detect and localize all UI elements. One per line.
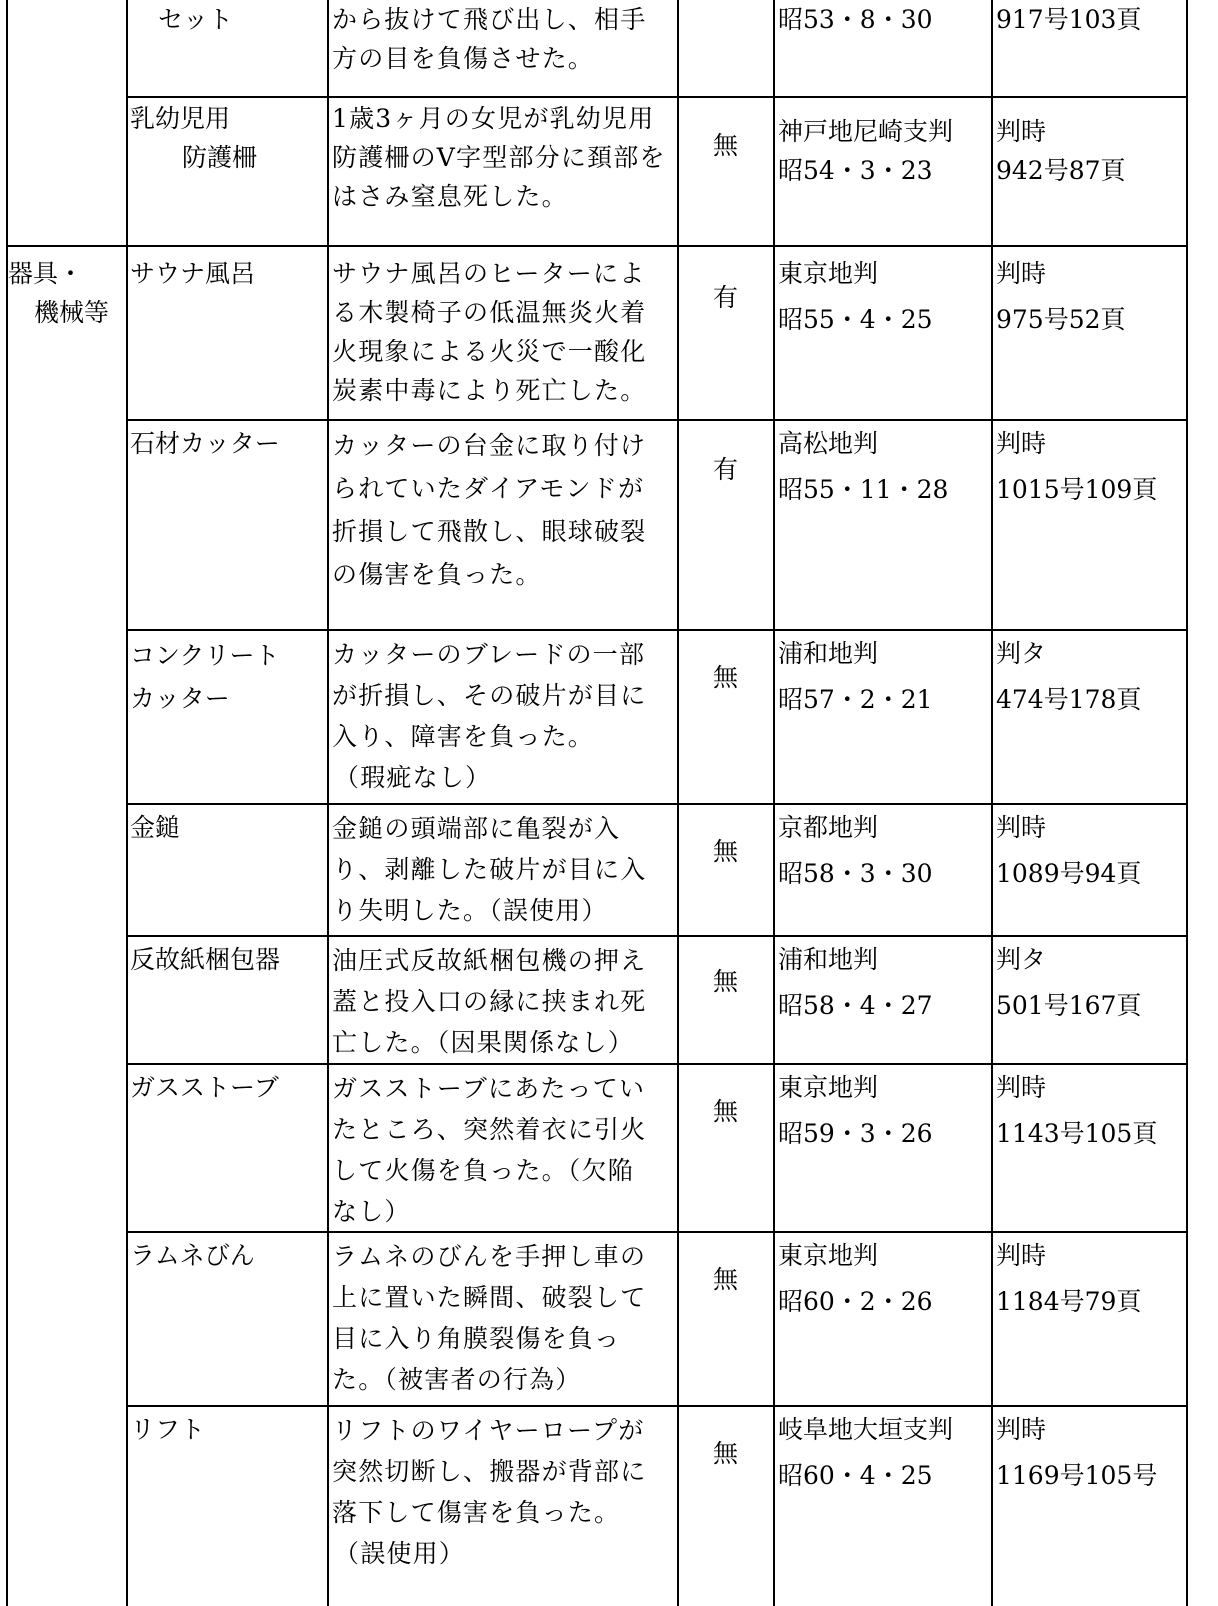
court-name: 神戸地尼崎支判 xyxy=(778,117,954,146)
court-cell xyxy=(778,1068,933,1153)
description-line: 1歳3ヶ月の女児が乳幼児用 xyxy=(332,104,655,133)
decision-date: 昭60・2・26 xyxy=(778,1287,933,1316)
product-cell xyxy=(130,1410,205,1449)
row-divider xyxy=(6,245,1188,247)
report-cell xyxy=(996,634,1141,719)
defect-value: 無 xyxy=(712,1265,738,1294)
description-line: 防護柵のV字型部分に頚部を xyxy=(332,143,666,172)
court-name: 東京地判 xyxy=(778,259,879,288)
description-line: から抜けて飛び出し、相手 xyxy=(332,5,647,34)
row-divider xyxy=(126,96,1188,98)
description-line: る木製椅子の低温無炎火着 xyxy=(332,298,647,327)
description-line: 入り、障害を負った。 xyxy=(332,722,595,751)
report-line: 942号87頁 xyxy=(996,156,1126,185)
table-row xyxy=(0,0,1,1)
report-cell xyxy=(996,254,1126,339)
description-line: 方の目を負傷させた。 xyxy=(332,44,595,73)
product-cell xyxy=(130,1236,255,1275)
report-line: 判時 xyxy=(996,429,1047,458)
report-line: 判時 xyxy=(996,1415,1047,1444)
description-line: 蓋と投入口の縁に挟まれ死 xyxy=(332,987,647,1016)
court-name: 岐阜地大垣支判 xyxy=(778,1415,954,1444)
defect-value: 無 xyxy=(712,663,738,692)
court-cell xyxy=(778,634,933,719)
product-line: 石材カッター xyxy=(130,429,280,458)
defect-cell xyxy=(677,962,774,1001)
report-cell xyxy=(996,112,1126,190)
description-line: 油圧式反故紙梱包機の押え xyxy=(332,946,647,975)
description-line: 目に入り角膜裂傷を負っ xyxy=(332,1324,621,1353)
court-name: 東京地判 xyxy=(778,1241,879,1270)
description-line: ガスストーブにあたってい xyxy=(332,1074,646,1103)
date-cell xyxy=(778,0,933,39)
decision-date: 昭57・2・21 xyxy=(778,685,933,714)
product-cell xyxy=(130,424,280,463)
defect-cell xyxy=(677,1260,774,1299)
report-cell xyxy=(996,1068,1157,1153)
description-cell xyxy=(332,1410,646,1574)
defect-cell xyxy=(677,1092,774,1131)
product-line: 防護柵 xyxy=(182,143,258,172)
description-line: して火傷を負った。（欠陥 xyxy=(332,1156,634,1185)
decision-date: 昭55・4・25 xyxy=(778,305,933,334)
description-line: サウナ風呂のヒーターによ xyxy=(332,259,646,288)
report-line: 判タ xyxy=(996,639,1047,668)
decision-date: 昭53・8・30 xyxy=(778,5,933,34)
product-cell xyxy=(130,99,257,177)
product-cell xyxy=(130,940,280,979)
defect-cell xyxy=(677,1434,774,1473)
row-divider xyxy=(126,629,1188,631)
product-line: 乳幼児用 xyxy=(130,104,231,133)
description-line: り失明した。（誤使用） xyxy=(332,896,608,925)
defect-cell xyxy=(677,658,774,697)
report-line: 975号52頁 xyxy=(996,305,1126,334)
row-divider xyxy=(126,1405,1188,1407)
description-line: の傷害を負った。 xyxy=(332,560,542,589)
defect-cell xyxy=(677,126,774,165)
product-line: ガスストーブ xyxy=(130,1073,279,1102)
report-line: 判時 xyxy=(996,259,1047,288)
product-line: サウナ風呂 xyxy=(130,259,256,288)
court-name: 浦和地判 xyxy=(778,945,879,974)
defect-value: 有 xyxy=(712,455,738,484)
category-line: 機械等 xyxy=(34,298,110,327)
report-line: 501号167頁 xyxy=(996,991,1142,1020)
court-cell xyxy=(778,808,933,893)
court-name: 高松地判 xyxy=(778,429,879,458)
product-line: カッター xyxy=(130,684,230,713)
report-cell xyxy=(996,424,1157,509)
decision-date: 昭58・4・27 xyxy=(778,991,933,1020)
defect-value: 有 xyxy=(712,283,738,312)
description-line: （誤使用） xyxy=(334,1539,466,1568)
description-line: リフトのワイヤーロープが xyxy=(332,1416,645,1445)
description-cell xyxy=(332,0,646,78)
report-line: 1169号105号 xyxy=(996,1461,1158,1490)
description-cell xyxy=(332,808,646,931)
description-line: た。（被害者の行為） xyxy=(332,1365,582,1394)
row-divider xyxy=(126,419,1188,421)
report-line: 1143号105頁 xyxy=(996,1119,1158,1148)
description-line: ラムネのびんを手押し車の xyxy=(332,1242,647,1271)
description-line: 炭素中毒により死亡した。 xyxy=(332,376,647,405)
description-cell xyxy=(332,1068,646,1232)
description-cell xyxy=(332,634,646,798)
description-line: 上に置いた瞬間、破裂して xyxy=(332,1283,647,1312)
report-line: 1184号79頁 xyxy=(996,1287,1142,1316)
defect-cell xyxy=(677,278,774,317)
report-line: 判時 xyxy=(996,1241,1047,1270)
product-cell xyxy=(158,0,233,39)
defect-value: 無 xyxy=(712,967,738,996)
court-cell xyxy=(778,424,948,509)
court-name: 浦和地判 xyxy=(778,639,879,668)
description-line: 落下して傷害を負った。 xyxy=(332,1498,621,1527)
report-line: 917号103頁 xyxy=(996,5,1142,34)
defect-cell xyxy=(677,450,774,489)
description-line: なし） xyxy=(332,1197,411,1226)
description-line: が折損し、その破片が目に xyxy=(332,681,647,710)
defect-value: 無 xyxy=(712,837,738,866)
report-line: 判タ xyxy=(996,945,1047,974)
description-line: （瑕疵なし） xyxy=(334,763,492,792)
description-line: 突然切断し、搬器が背部に xyxy=(332,1457,647,1486)
product-cell xyxy=(130,254,255,293)
court-cell xyxy=(778,940,933,1025)
report-cell xyxy=(996,808,1141,893)
description-line: 火現象による火災で一酸化 xyxy=(332,337,647,366)
description-line: カッターのブレードの一部 xyxy=(332,640,646,669)
row-divider xyxy=(126,935,1188,937)
report-cell xyxy=(996,1236,1141,1321)
court-cell xyxy=(778,112,953,190)
product-cell xyxy=(130,1068,279,1107)
report-line: 474号178頁 xyxy=(996,685,1142,714)
product-line: コンクリート xyxy=(130,641,280,670)
decision-date: 昭58・3・30 xyxy=(778,859,933,888)
decision-date: 昭60・4・25 xyxy=(778,1461,933,1490)
product-cell xyxy=(130,634,280,720)
court-name: 京都地判 xyxy=(778,813,879,842)
decision-date: 昭55・11・28 xyxy=(778,475,949,504)
product-line: ラムネびん xyxy=(130,1241,255,1270)
report-line: 判時 xyxy=(996,813,1047,842)
report-line: 判時 xyxy=(996,117,1047,146)
court-cell xyxy=(778,1236,933,1321)
court-name: 東京地判 xyxy=(778,1073,879,1102)
table-border-left xyxy=(6,0,8,1606)
row-divider xyxy=(126,1063,1188,1065)
description-line: り、剥離した破片が目に入 xyxy=(332,855,647,884)
category-cell xyxy=(8,254,109,332)
report-cell xyxy=(996,0,1141,39)
product-line: リフト xyxy=(130,1415,206,1444)
defect-value: 無 xyxy=(712,131,738,160)
defect-value: 無 xyxy=(712,1439,738,1468)
product-cell xyxy=(130,808,180,847)
row-divider xyxy=(126,1231,1188,1233)
decision-date: 昭54・3・23 xyxy=(778,156,933,185)
product-line: 金鎚 xyxy=(130,813,181,842)
description-line: はさみ窒息死した。 xyxy=(332,182,568,211)
description-line: 金鎚の頭端部に亀裂が入 xyxy=(332,814,621,843)
report-line: 1089号94頁 xyxy=(996,859,1142,888)
description-cell xyxy=(332,424,646,596)
description-line: カッターの台金に取り付け xyxy=(332,431,647,460)
defect-cell xyxy=(677,832,774,871)
category-line: 器具・ xyxy=(8,259,84,288)
description-line: 亡した。（因果関係なし） xyxy=(332,1028,634,1057)
report-line: 1015号109頁 xyxy=(996,475,1158,504)
decision-date: 昭59・3・26 xyxy=(778,1119,933,1148)
description-cell xyxy=(332,254,646,410)
description-cell xyxy=(332,940,646,1063)
court-cell xyxy=(778,254,933,339)
product-line: 反故紙梱包器 xyxy=(130,945,281,974)
report-cell xyxy=(996,1410,1157,1495)
description-cell xyxy=(332,99,666,216)
description-line: たところ、突然着衣に引火 xyxy=(332,1115,647,1144)
report-line: 判時 xyxy=(996,1073,1047,1102)
product-line: セット xyxy=(158,5,234,34)
description-cell xyxy=(332,1236,646,1400)
court-cell xyxy=(778,1410,953,1495)
report-cell xyxy=(996,940,1141,1025)
description-line: 折損して飛散し、眼球破裂 xyxy=(332,517,647,546)
description-line: られていたダイアモンドが xyxy=(332,474,645,503)
defect-value: 無 xyxy=(712,1097,738,1126)
row-divider xyxy=(126,803,1188,805)
